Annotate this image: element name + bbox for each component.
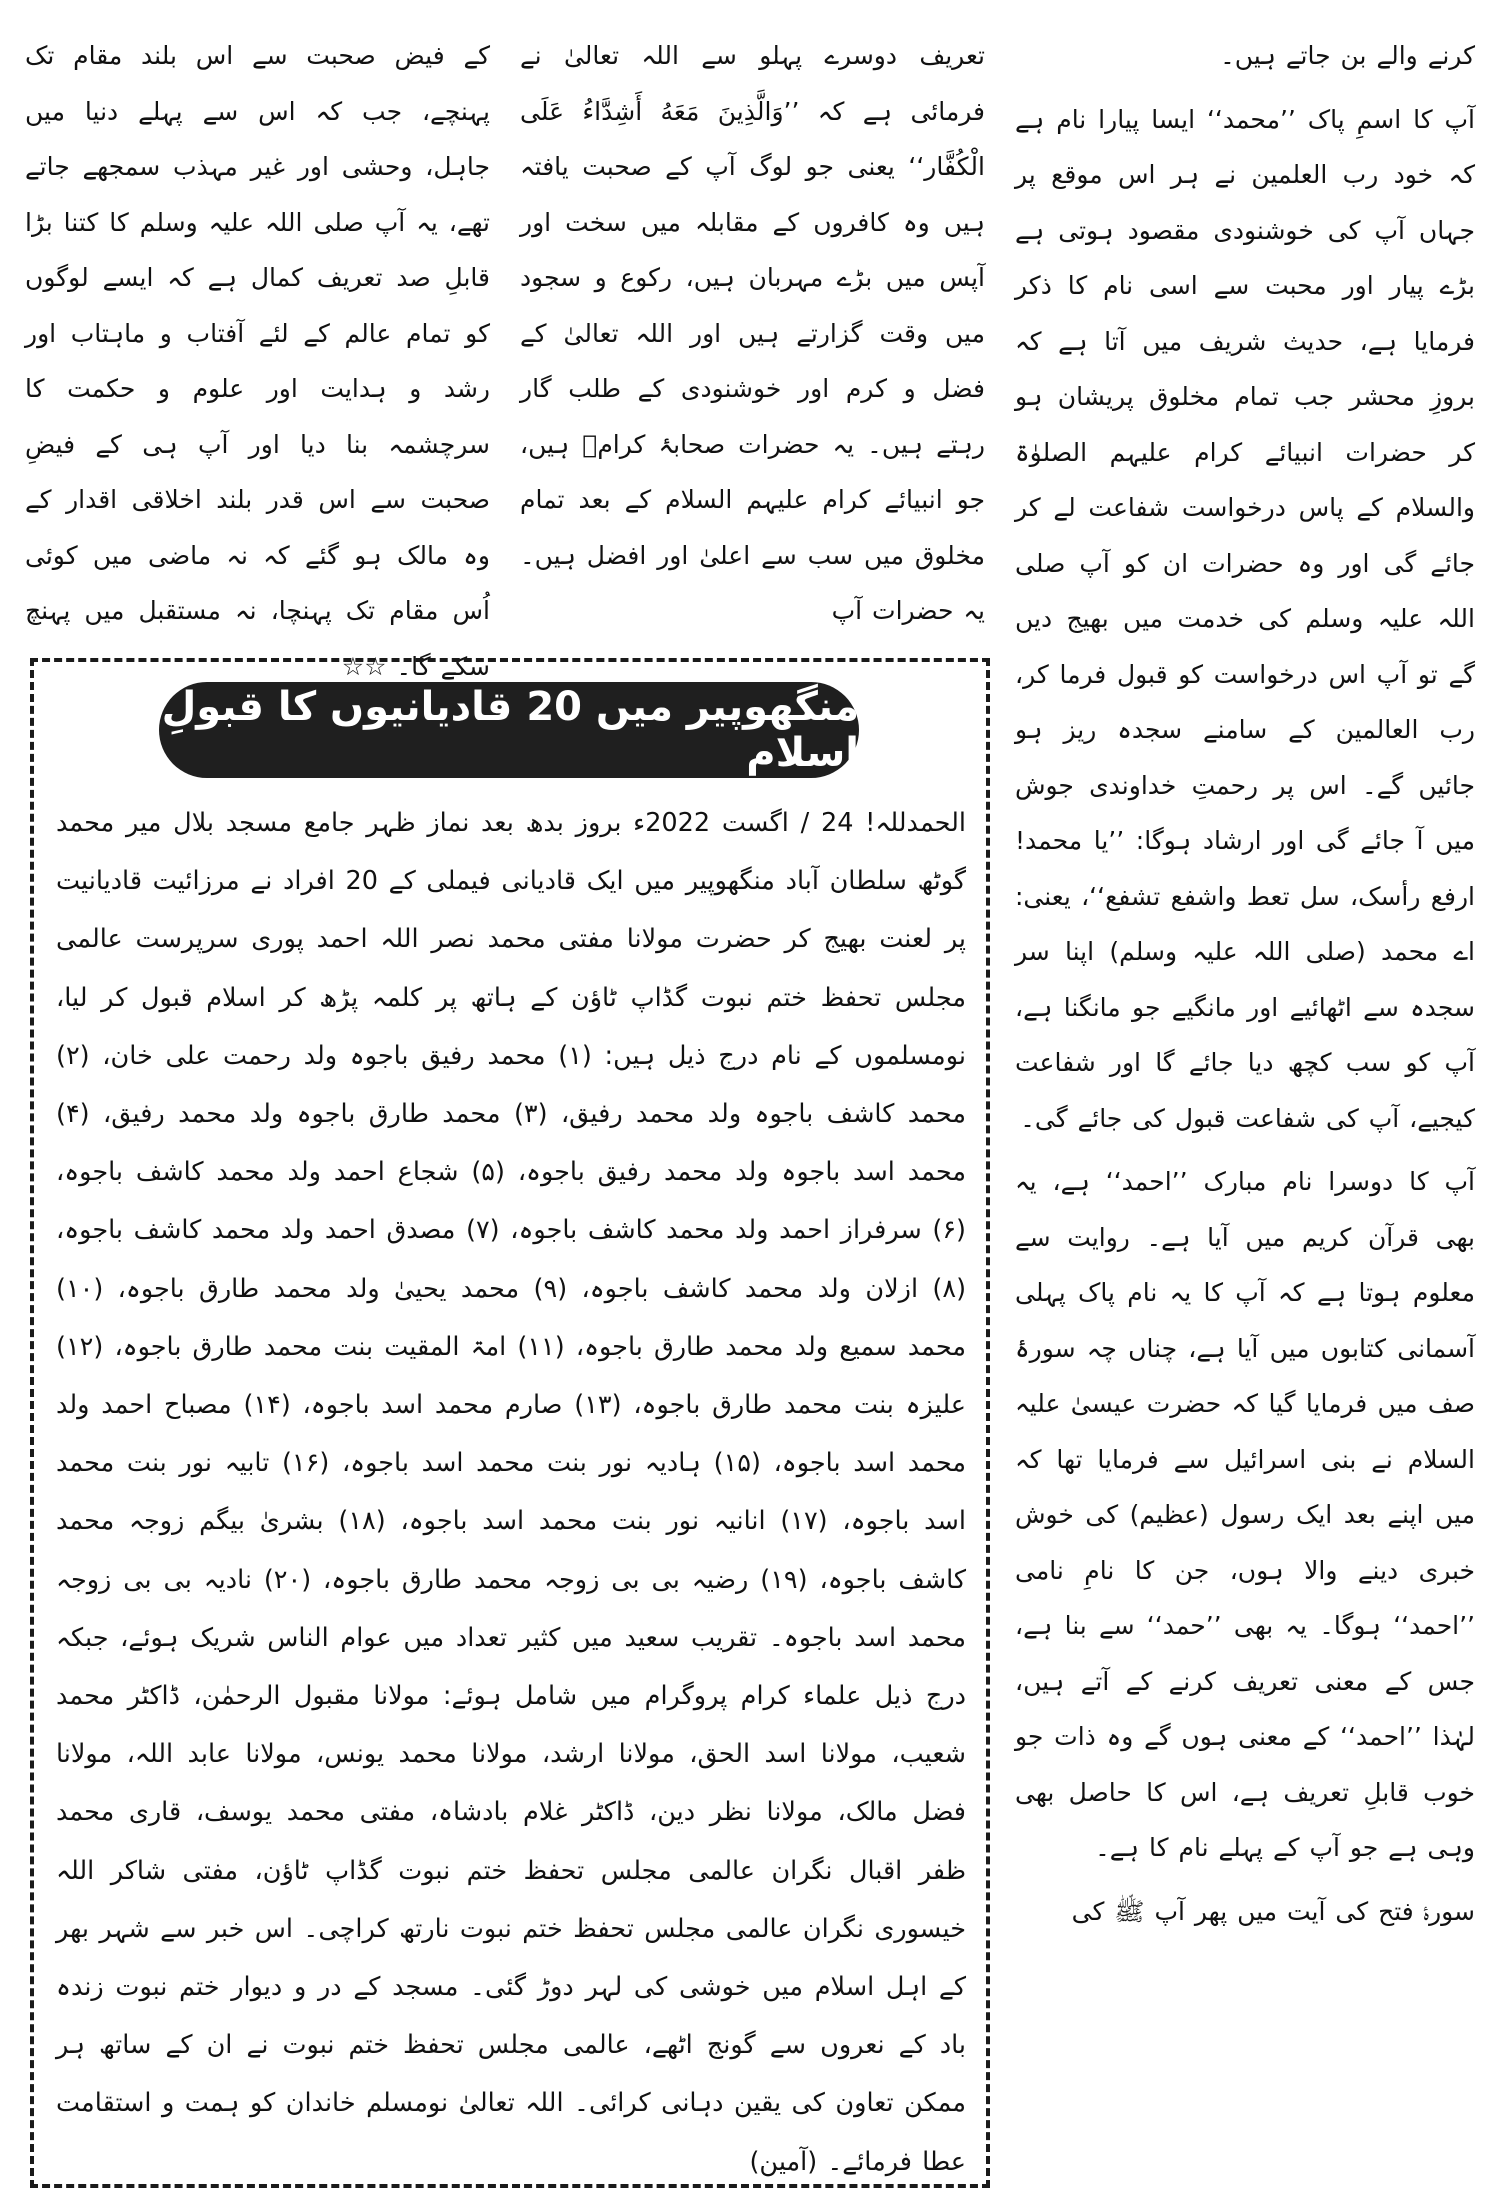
news-box bbox=[30, 658, 990, 2188]
paragraph: کرنے والے بن جاتے ہیں۔ bbox=[1220, 41, 1475, 70]
paragraph: آپ کا اسمِ پاک ’’محمد‘‘ ایسا پیارا نام ہے کہ خود رب العلمین نے ہر اس موقع پر جہاں آپ کی خوشنودی مقصود ہوتی ہے بڑے پیار اور محبت سے اسی نام کا ذکر فرمایا ہے، حدیث شریف میں آتا ہے کہ بروزِ محشر جب تمام مخلوق پریشان ہو کر حضرات انبیائے کرام علیہم الصلوٰۃ والسلام کے پاس درخواست شفاعت لے کر جائے گی اور وہ حضرات ان کو آپ صلی اللہ علیہ وسلم کی خدمت میں بھیج دیں گے تو آپ اس درخواست کو قبول فرما کر، رب العالمین کے سامنے سجدہ ریز ہو جائیں گے۔ اس پر رحمتِ خداوندی جوش میں آ جائے گی اور ارشاد ہوگا: ’’یا محمد! ارفع رأسک، سل تعط واشفع تشفع‘‘، یعنی: اے محمد (صلی اللہ علیہ وسلم) اپنا سر سجدہ سے اٹھائیے اور مانگیے جو مانگنا ہے، آپ کو سب کچھ دیا جائے گا اور شفاعت کیجیے، آپ کی شفاعت قبول کی جائے گی۔ bbox=[1015, 104, 1475, 1133]
paragraph: آپ کا دوسرا نام مبارک ’’احمد‘‘ ہے، یہ بھی قرآن کریم میں آیا ہے۔ روایت سے معلوم ہوتا ہے کہ آپ کا یہ نام پاک پہلی آسمانی کتابوں میں آیا ہے، چناں چہ سورۂ صف میں فرمایا گیا کہ حضرت عیسیٰ علیہ السلام نے بنی اسرائیل سے فرمایا تھا کہ میں اپنے بعد ایک رسول (عظیم) کی خوش خبری دینے والا ہوں، جن کا نامِ نامی ’’احمد‘‘ ہوگا۔ یہ بھی ’’حمد‘‘ سے بنا ہے، جس کے معنی تعریف کرنے کے آتے ہیں، لہٰذا ’’احمد‘‘ کے معنی ہوں گے وہ ذات جو خوب قابلِ تعریف ہے، اس کا حاصل بھی وہی ہے جو آپ کے پہلے نام کا ہے۔ bbox=[1015, 1167, 1475, 1862]
paragraph: کے فیض صحبت سے اس بلند مقام تک پہنچے، جب کہ اس سے پہلے دنیا میں جاہل، وحشی اور غیر مہذب سمجھے جاتے تھے، یہ آپ صلی اللہ علیہ وسلم کا کتنا بڑا قابلِ صد تعریف کمال ہے کہ ایسے لوگوں کو تمام عالم کے لئے آفتاب و ماہتاب اور رشد و ہدایت اور علوم و حکمت کا سرچشمہ بنا دیا اور آپ ہی کے فیضِ صحبت سے اس قدر بلند اخلاقی اقدار کے وہ مالک ہو گئے کہ نہ ماضی میں کوئی اُس مقام تک پہنچا، نہ مستقبل میں پہنچ سکے گا۔ ☆☆ bbox=[25, 41, 490, 681]
paragraph: سورۂ فتح کی آیت میں پھر آپ ﷺ کی bbox=[1071, 1896, 1475, 1926]
article-column-right bbox=[1015, 28, 1475, 2188]
news-headline: منگھوپیر میں 20 قادیانیوں کا قبولِ اسلام bbox=[159, 682, 859, 778]
news-body bbox=[56, 794, 966, 2179]
paragraph: الحمدللہ! 24 / اگست 2022ء بروز بدھ بعد نماز ظہر جامع مسجد بلال میر محمد گوٹھ سلطان آباد منگھوپیر میں ایک قادیانی فیملی کے 20 افراد نے مرزائیت قادیانیت پر لعنت بھیج کر حضرت مولانا مفتی محمد نصر اللہ احمد پوری سرپرست عالمی مجلس تحفظ ختم نبوت گڈاپ ٹاؤن کے ہاتھ پر کلمہ پڑھ کر اسلام قبول کر لیا، نومسلموں کے نام درج ذیل ہیں: (۱) محمد رفیق باجوہ ولد رحمت علی خان، (۲) محمد کاشف باجوہ ولد محمد رفیق، (۳) محمد طارق باجوہ ولد محمد رفیق، (۴) محمد اسد باجوہ ولد محمد رفیق باجوہ، (۵) شجاع احمد ولد محمد کاشف باجوہ، (۶) سرفراز احمد ولد محمد کاشف باجوہ، (۷) مصدق احمد ولد محمد کاشف باجوہ، (۸) ازلان ولد محمد کاشف باجوہ، (۹) محمد یحییٰ ولد محمد طارق باجوہ، (۱۰) محمد سمیع ولد محمد طارق باجوہ، (۱۱) امۃ المقیت بنت محمد طارق باجوہ، (۱۲) علیزہ بنت محمد طارق باجوہ، (۱۳) صارم محمد اسد باجوہ، (۱۴) مصباح احمد ولد محمد اسد باجوہ، (۱۵) ہادیہ نور بنت محمد اسد باجوہ، (۱۶) تابیہ نور بنت محمد اسد باجوہ، (۱۷) انانیہ نور بنت محمد اسد باجوہ، (۱۸) بشریٰ بیگم زوجہ محمد کاشف باجوہ، (۱۹) رضیہ بی بی زوجہ محمد طارق باجوہ، (۲۰) نادیہ بی بی زوجہ محمد اسد باجوہ۔ تقریب سعید میں کثیر تعداد میں عوام الناس شریک ہوئے، جبکہ درج ذیل علماء کرام پروگرام میں شامل ہوئے: مولانا مقبول الرحمٰن، ڈاکٹر محمد شعیب، مولانا اسد الحق، مولانا ارشد، مولانا محمد یونس، مولانا عابد اللہ، مولانا فضل مالک، مولانا نظر دین، ڈاکٹر غلام بادشاہ، مفتی محمد یوسف، قاری محمد ظفر اقبال نگران عالمی مجلس تحفظ ختم نبوت گڈاپ ٹاؤن، مفتی شاکر اللہ خیسوری نگران عالمی مجلس تحفظ ختم نبوت نارتھ کراچی۔ اس خبر سے شہر بھر کے اہل اسلام میں خوشی کی لہر دوڑ گئی۔ مسجد کے در و دیوار ختم نبوت زندہ باد کے نعروں سے گونج اٹھے، عالمی مجلس تحفظ ختم نبوت نے ان کے ساتھ ہر ممکن تعاون کی یقین دہانی کرائی۔ اللہ تعالیٰ نومسلم خاندان کو ہمت و استقامت عطا فرمائے۔ (آمین) bbox=[56, 808, 967, 2177]
paragraph: تعریف دوسرے پہلو سے اللہ تعالیٰ نے فرمائی ہے کہ ’’وَالَّذِینَ مَعَهُ أَشِدَّاءُ عَلَى الْكُفَّار‘‘ یعنی جو لوگ آپ کے صحبت یافتہ ہیں وہ کافروں کے مقابلہ میں سخت اور آپس میں بڑے مہربان ہیں، رکوع و سجود میں وقت گزارتے ہیں اور اللہ تعالیٰ کے فضل و کرم اور خوشنودی کے طلب گار رہتے ہیں۔ یہ حضرات صحابۂ کرامؓ ہیں، جو انبیائے کرام علیہم السلام کے بعد تمام مخلوق میں سب سے اعلیٰ اور افضل ہیں۔ یہ حضرات آپ bbox=[520, 41, 985, 625]
article-column-middle bbox=[520, 28, 985, 648]
article-column-left bbox=[25, 28, 490, 681]
